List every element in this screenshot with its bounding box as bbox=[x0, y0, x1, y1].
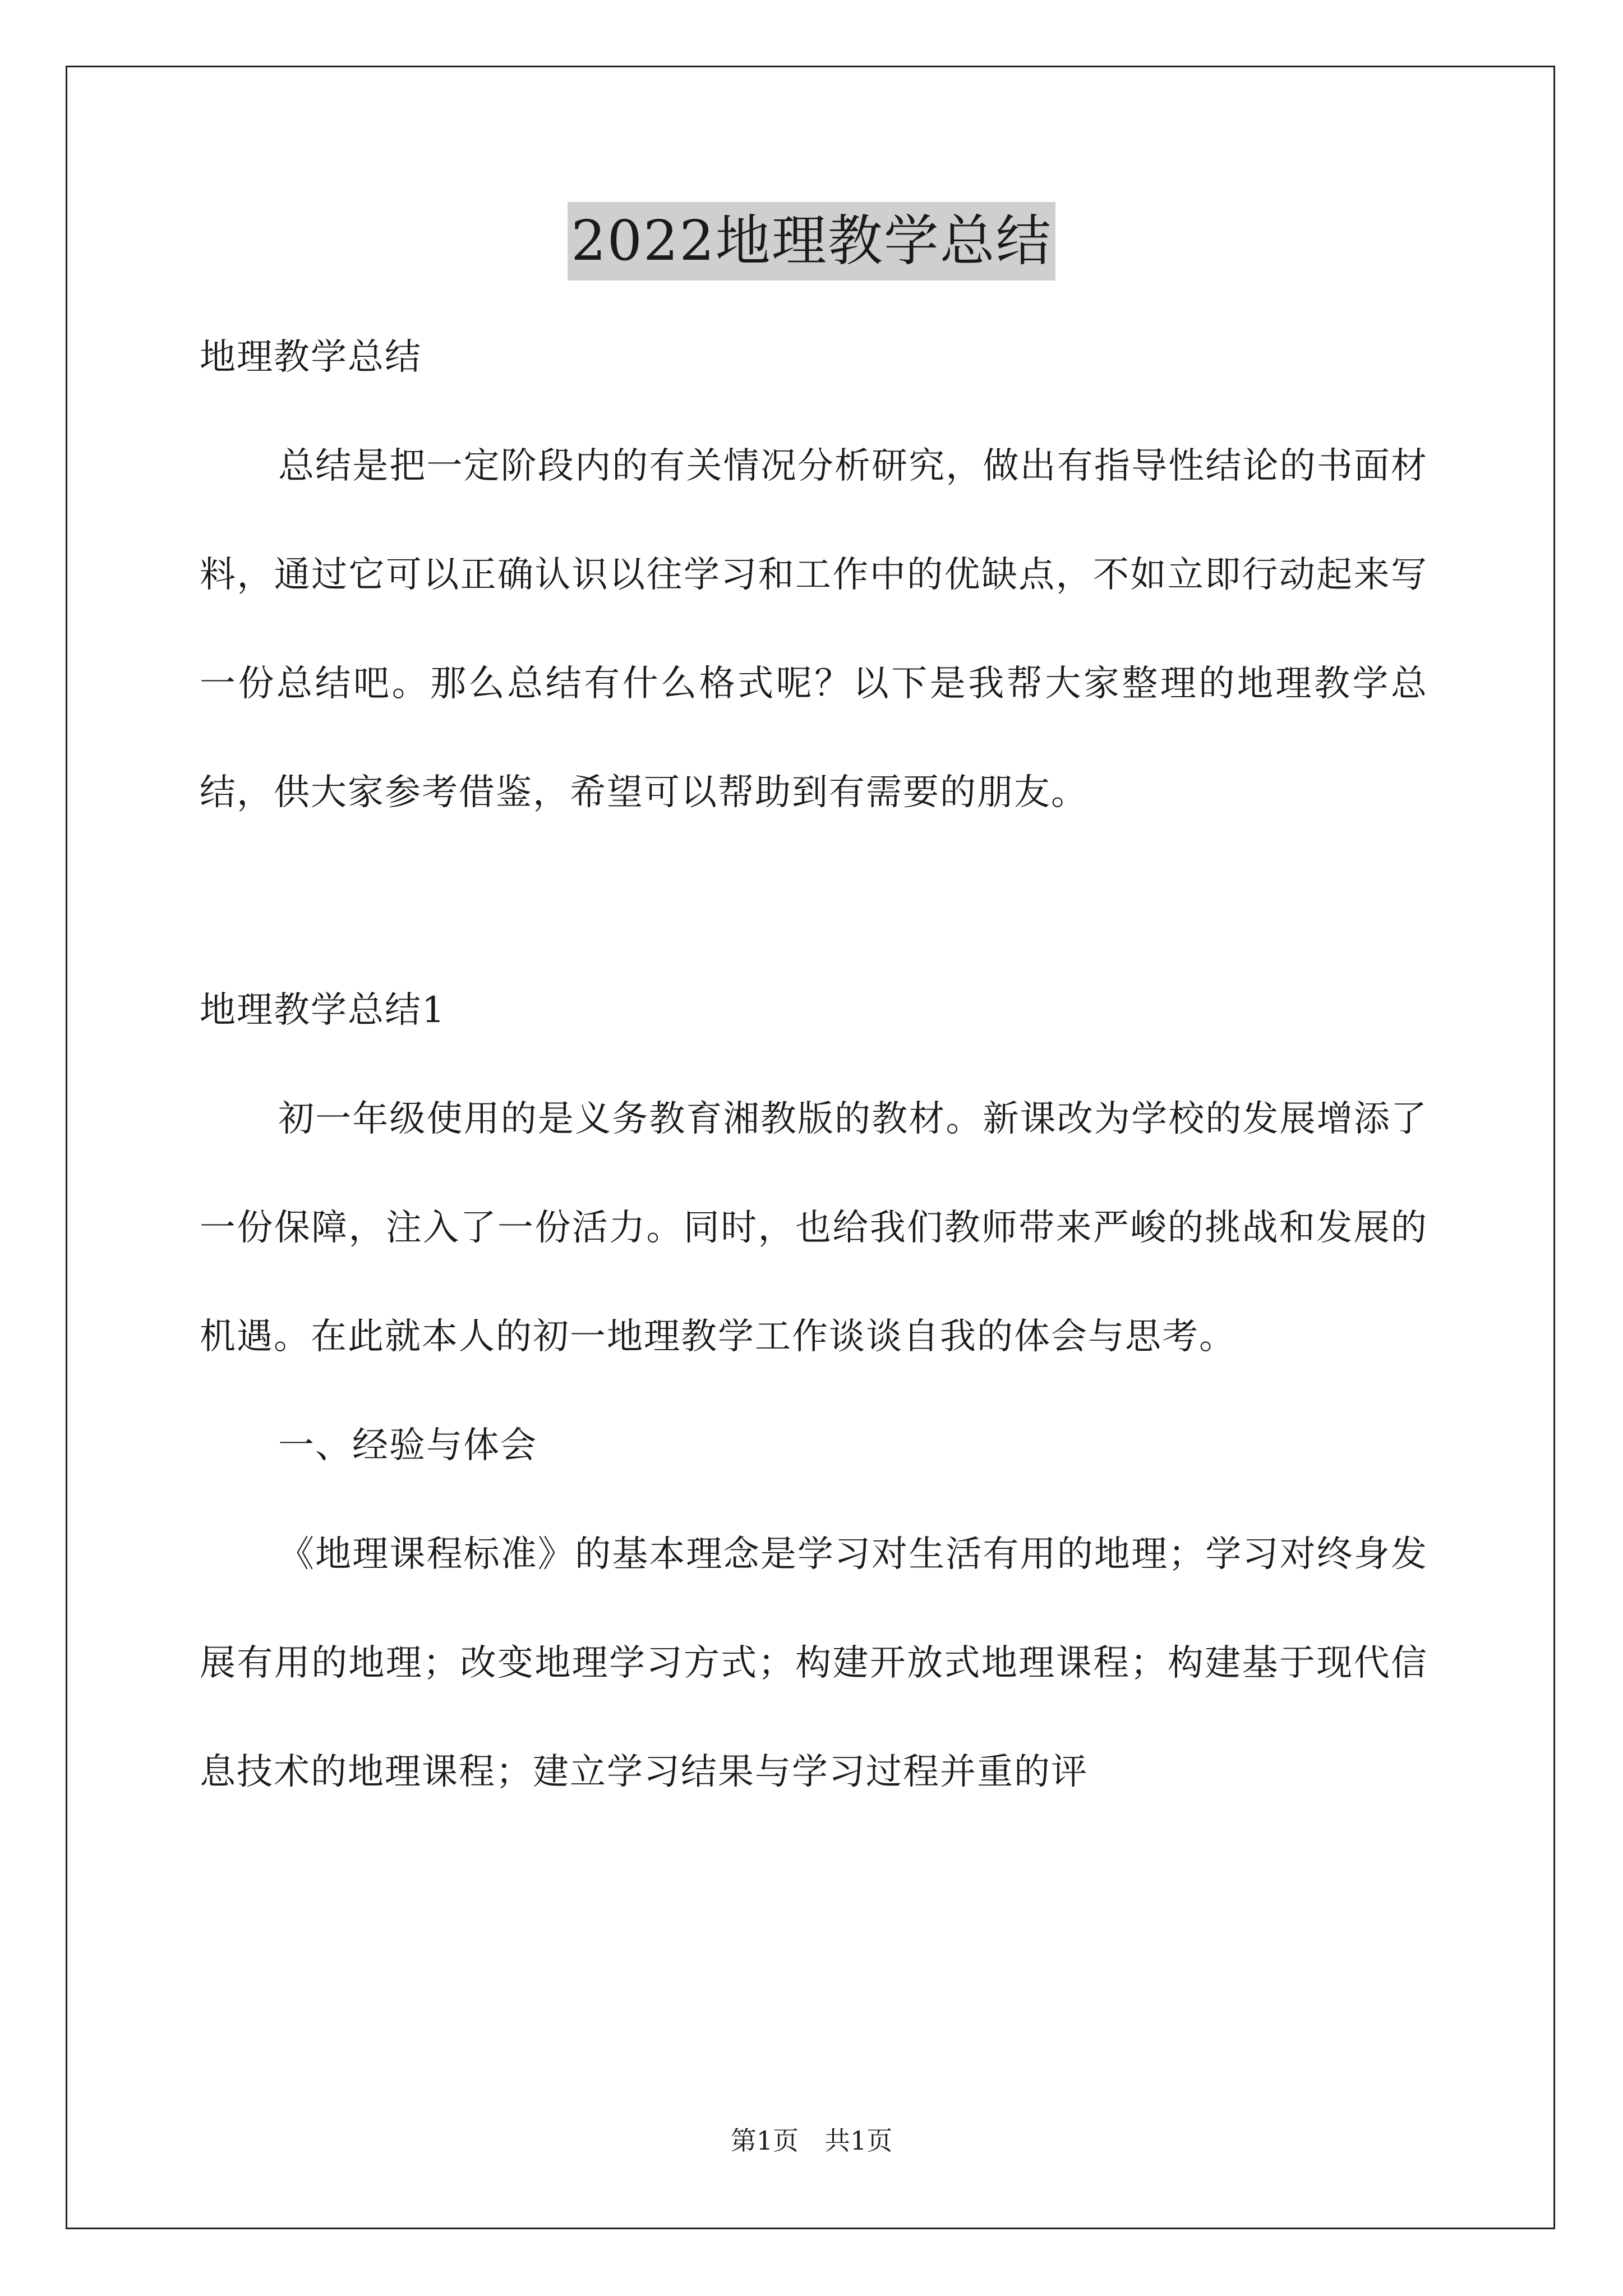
section-heading-1: 地理教学总结1 bbox=[200, 990, 446, 1031]
paragraph-1: 初一年级使用的是义务教育湘教版的教材。新课改为学校的发展增添了一份保障，注入了一份活力。同时，也给我们教师带来严峻的挑战和发展的机遇。在此就本人的初一地理教学工作谈谈自我的体会与思考。 bbox=[200, 1098, 1428, 1358]
page-footer: 第1页 共1页 bbox=[730, 2125, 893, 2156]
section-heading: 地理教学总结 bbox=[200, 337, 422, 378]
blank-line bbox=[200, 847, 1428, 956]
document-body bbox=[200, 303, 1428, 1826]
document-title: 2022地理教学总结 bbox=[568, 202, 1055, 280]
title-container bbox=[0, 202, 1623, 280]
paragraph-2: 《地理课程标准》的基本理念是学习对生活有用的地理；学习对终身发展有用的地理；改变地理学习方式；构建开放式地理课程；构建基于现代信息技术的地理课程；建立学习结果与学习过程并重的评 bbox=[200, 1534, 1428, 1793]
subheading-experience: 一、经验与体会 bbox=[278, 1425, 537, 1466]
intro-paragraph: 总结是把一定阶段内的有关情况分析研究，做出有指导性结论的书面材料，通过它可以正确认识以往学习和工作中的优缺点，不如立即行动起来写一份总结吧。那么总结有什么格式呢？以下是我帮大家整理的地理教学总结，供大家参考借鉴，希望可以帮助到有需要的朋友。 bbox=[200, 445, 1428, 813]
